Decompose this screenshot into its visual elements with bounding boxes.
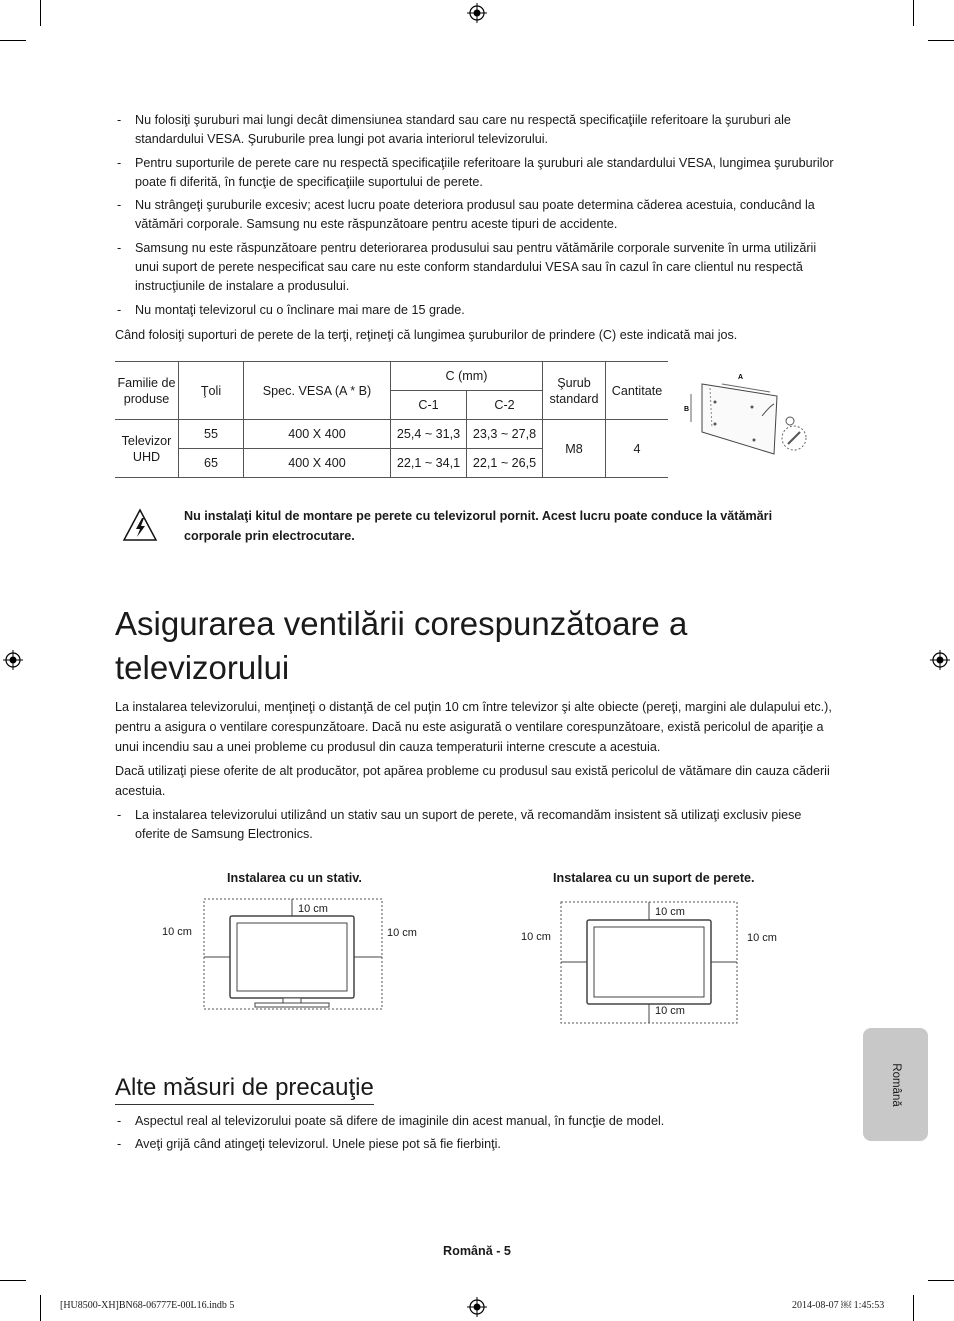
table-cell: 55	[179, 420, 244, 449]
crop-mark	[928, 40, 954, 41]
paragraph: Dacă utilizaţi piese oferite de alt producător, pot apărea probleme cu produsul sau există pericolul de vătămare din cauza căderii acestuia.	[115, 764, 830, 798]
screw-notes-list	[115, 111, 837, 324]
list-item: - Aveţi grijă când atingeţi televizorul. Unele piese pot să fie fierbinţi.	[115, 1135, 837, 1154]
electric-hazard-icon	[121, 507, 159, 543]
clearance-top-label: 10 cm	[298, 903, 328, 915]
table-cell: 400 X 400	[244, 449, 391, 478]
table-cell: 4	[606, 420, 669, 478]
table-cell: 400 X 400	[244, 420, 391, 449]
language-tab	[863, 1028, 928, 1141]
crop-mark	[40, 0, 41, 26]
diagram-title: Instalarea cu un suport de perete.	[553, 871, 755, 885]
stand-installation-diagram	[200, 895, 390, 1015]
table-header: Ţoli	[179, 362, 244, 420]
clearance-right-label: 10 cm	[387, 927, 417, 939]
crop-mark	[0, 1280, 26, 1281]
list-item: - Samsung nu este răspunzătoare pentru deteriorarea produsului sau pentru vătămările corporale survenite în urma utilizării unui suport de perete nespecificat sau care nu este conform standardului VESA sau în cazul în care clientul nu respectă instrucţiunile de instalare a produsului.	[115, 239, 837, 297]
table-cell: 22,1 ~ 34,1	[391, 449, 467, 478]
clearance-top-label: 10 cm	[655, 906, 685, 918]
clearance-bottom-label: 10 cm	[655, 1005, 685, 1017]
language-tab-label: Română	[889, 1062, 902, 1107]
warning-text: Nu instalaţi kitul de montare pe perete cu televizorul pornit. Acest lucru poate conduce la vătămări corporale prin electrocutare.	[184, 509, 773, 543]
table-header: C-2	[467, 391, 543, 420]
table-header: C-1	[391, 391, 467, 420]
table-header: C (mm)	[391, 362, 543, 391]
table-cell: 23,3 ~ 27,8	[467, 420, 543, 449]
screw-spec-table	[115, 361, 668, 478]
label-b: B	[684, 406, 690, 413]
section-title: Alte măsuri de precauţie	[115, 1072, 374, 1105]
crop-mark	[0, 40, 26, 41]
list-item: - Nu folosiţi şuruburi mai lungi decât dimensiunea standard sau care nu respectă specificaţiile referitoare la şuruburi ale standardului VESA. Şuruburile prea lungi pot avaria interiorul televizorului.	[115, 111, 837, 150]
clearance-left-label: 10 cm	[521, 931, 551, 943]
registration-mark-icon	[467, 1297, 487, 1317]
registration-mark-icon	[467, 3, 487, 23]
list-item: - La instalarea televizorului utilizând un stativ sau un suport de perete, vă recomandăm insistent să utilizaţi exclusiv piese oferite de Samsung Electronics.	[115, 806, 837, 845]
table-header: Cantitate	[606, 362, 669, 420]
section-title: Asigurarea ventilării corespunzătoare a televizorului	[115, 605, 688, 686]
table-header: Şurub standard	[543, 362, 606, 420]
clearance-left-label: 10 cm	[162, 926, 192, 938]
list-item: - Nu montaţi televizorul cu o înclinare mai mare de 15 grade.	[115, 301, 837, 320]
crop-mark	[928, 1280, 954, 1281]
table-cell: M8	[543, 420, 606, 478]
label-a: A	[738, 374, 744, 381]
table-cell: Televizor UHD	[115, 420, 179, 478]
table-header: Familie de produse	[115, 362, 179, 420]
list-item: - Pentru suporturile de perete care nu respectă specificaţiile referitoare la şuruburi ale standardului VESA, lungimea şuruburilor poate fi diferită, în funcţie de specificaţiile suportului de perete.	[115, 154, 837, 193]
clearance-right-label: 10 cm	[747, 932, 777, 944]
paragraph: La instalarea televizorului, menţineţi o distanţă de cel puţin 10 cm între televizor şi alte obiecte (pereţi, margini ale dulapului etc.), pentru a asigura o ventilare corespunzătoare. Dacă nu este asigurată o ventilare corespunzătoare, există pericolul de apariţie a unui incendiu sau a unei probleme cu produsul din cauza temperaturii interne crescute a acestuia.	[115, 700, 832, 754]
print-slug-left: [HU8500-XH]BN68-06777E-00L16.indb 5	[60, 1300, 235, 1311]
crop-mark	[40, 1295, 41, 1321]
print-slug-right: 2014-08-07 ￼ 1:45:53	[792, 1300, 885, 1311]
wall-mount-diagram	[682, 366, 810, 466]
precautions-list	[115, 1112, 837, 1159]
crop-mark	[913, 1295, 914, 1321]
registration-mark-icon	[930, 650, 950, 670]
wall-installation-diagram	[557, 898, 747, 1028]
table-intro: Când folosiţi suporturi de perete de la terţi, reţineţi că lungimea şuruburilor de prindere (C) este indicată mai jos.	[115, 328, 738, 342]
table-cell: 25,4 ~ 31,3	[391, 420, 467, 449]
list-item: - Aspectul real al televizorului poate să difere de imaginile din acest manual, în funcţie de model.	[115, 1112, 837, 1131]
table-header: Spec. VESA (A * B)	[244, 362, 391, 420]
crop-mark	[913, 0, 914, 26]
diagram-title: Instalarea cu un stativ.	[227, 871, 362, 885]
registration-mark-icon	[3, 650, 23, 670]
table-cell: 65	[179, 449, 244, 478]
page-number: Română - 5	[443, 1244, 511, 1258]
list-item: - Nu strângeţi şuruburile excesiv; acest lucru poate deteriora produsul sau poate determina căderea acestuia, conducând la vătămări corporale. Samsung nu este răspunzătoare pentru aceste tipuri de accidente.	[115, 196, 837, 235]
table-cell: 22,1 ~ 26,5	[467, 449, 543, 478]
ventilation-list	[115, 806, 837, 849]
